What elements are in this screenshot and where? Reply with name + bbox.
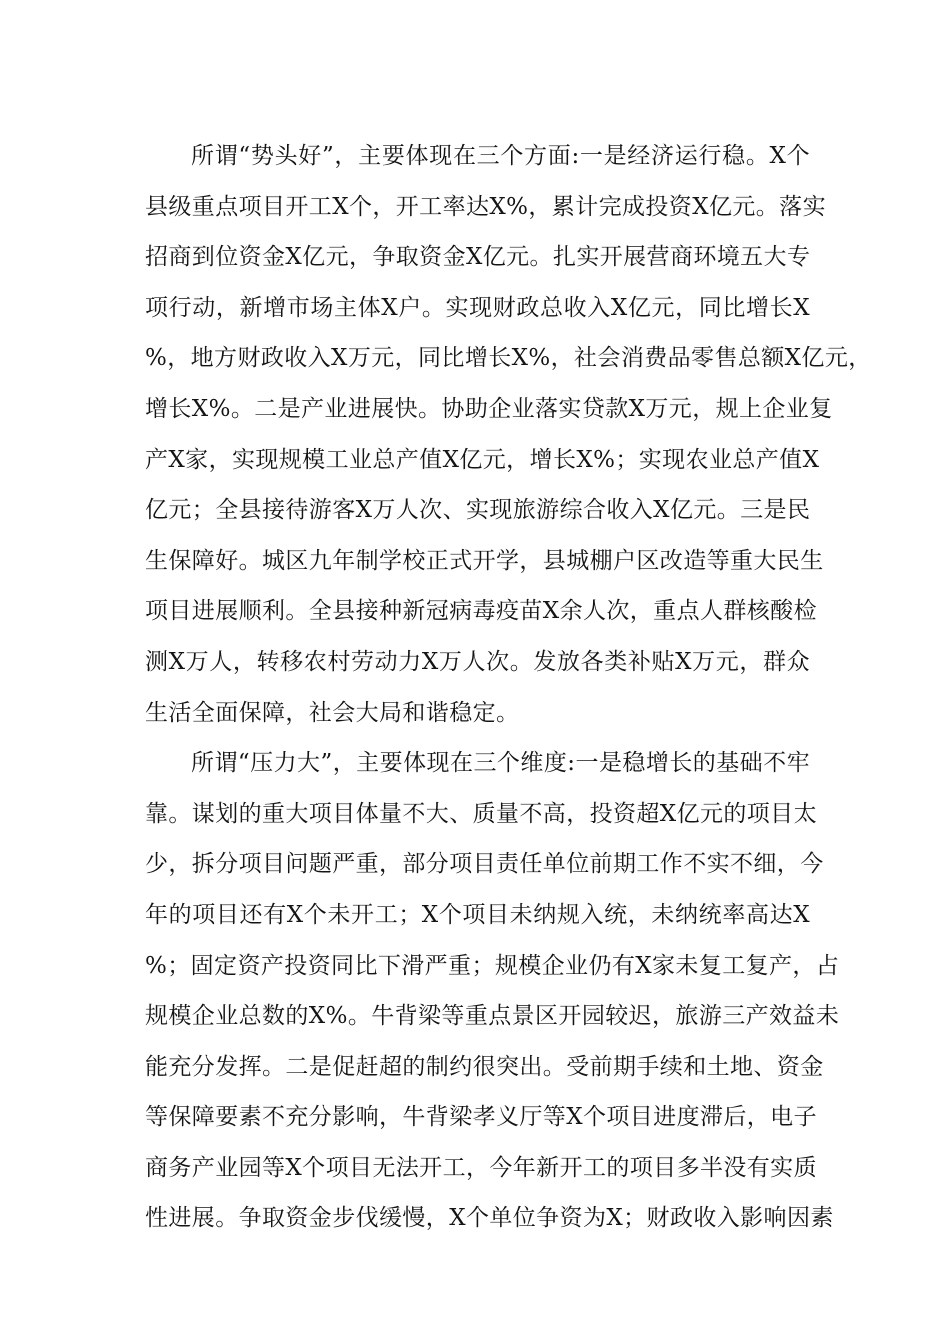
text-line: 少，拆分项目问题严重，部分项目责任单位前期工作不实不细，今	[145, 851, 824, 878]
text-line: 生保障好。城区九年制学校正式开学，县城棚户区改造等重大民生	[145, 547, 824, 574]
text-line: 等保障要素不充分影响，牛背梁孝义厅等X个项目进度滞后，电子	[145, 1104, 817, 1131]
text-line: 招商到位资金X亿元，争取资金X亿元。扎实开展营商环境五大专	[145, 244, 811, 271]
text-line: 测X万人，转移农村劳动力X万人次。发放各类补贴X万元，群众	[145, 648, 810, 675]
text-line: 所谓“势头好”，主要体现在三个方面:一是经济运行稳。X个	[191, 143, 810, 169]
text-line: 所谓“压力大”，主要体现在三个维度:一是稳增长的基础不牢	[191, 750, 810, 777]
text-line: 增长X%。二是产业进展快。协助企业落实贷款X万元，规上企业复	[145, 395, 833, 422]
text-line: %，地方财政收入X万元，同比增长X%，社会消费品零售总额X亿元，	[145, 345, 872, 372]
text-line: 年的项目还有X个未开工；X个项目未纳规入统，未纳统率高达X	[145, 901, 810, 928]
text-line: 规模企业总数的X%。牛背梁等重点景区开园较迟，旅游三产效益未	[145, 1003, 840, 1030]
text-line: 性进展。争取资金步伐缓慢，X个单位争资为X；财政收入影响因素	[145, 1205, 834, 1232]
text-line: 亿元；全县接待游客X万人次、实现旅游综合收入X亿元。三是民	[145, 497, 811, 524]
text-line: 靠。谋划的重大项目体量不大、质量不高，投资超X亿元的项目太	[145, 800, 817, 827]
text-line: %；固定资产投资同比下滑严重；规模企业仍有X家未复工复产，占	[145, 952, 840, 979]
paragraph-momentum	[145, 131, 872, 738]
text-line: 生活全面保障，社会大局和谐稳定。	[145, 699, 520, 726]
paragraph-pressure	[145, 738, 840, 1244]
text-line: 项目进展顺利。全县接种新冠病毒疫苗X余人次，重点人群核酸检	[145, 598, 817, 625]
text-line: 商务产业园等X个项目无法开工，今年新开工的项目多半没有实质	[145, 1154, 817, 1181]
text-line: 能充分发挥。二是促赶超的制约很突出。受前期手续和土地、资金	[145, 1053, 824, 1080]
text-line: 县级重点项目开工X个，开工率达X%，累计完成投资X亿元。落实	[145, 193, 826, 220]
text-line: 项行动，新增市场主体X户。实现财政总收入X亿元，同比增长X	[145, 294, 810, 321]
text-line: 产X家，实现规模工业总产值X亿元，增长X%；实现农业总产值X	[145, 446, 820, 473]
